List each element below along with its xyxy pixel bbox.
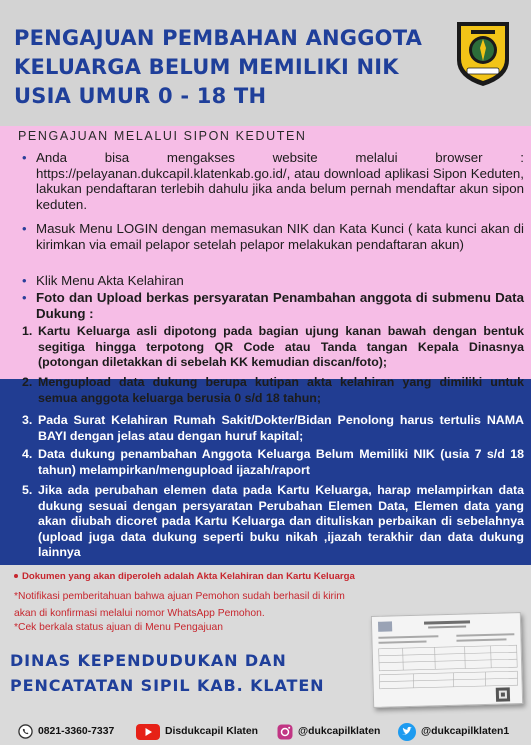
check-status-note: *Cek berkala status ajuan di Menu Pengajuan bbox=[14, 622, 223, 633]
twitter-icon bbox=[398, 723, 416, 741]
youtube-icon bbox=[136, 724, 160, 740]
youtube-contact[interactable]: Disdukcapil Klaten bbox=[136, 724, 258, 740]
title-line-2: KELUARGA BELUM MEMILIKI NIK bbox=[14, 55, 399, 79]
instruction-bullet-1: • Anda bisa mengakses website melalui browser : https://pelayanan.dukcapil.klatenkab.go.id/, atau download aplikasi Sipon Keduten, lakukan pendaftaran terlebih dahulu jika anda belum pernah mendaftar akun sipon keduten. bbox=[22, 150, 524, 212]
documents-note: Dokumen yang akan diperoleh adalah Akta Kelahiran dan Kartu Keluarga bbox=[14, 571, 355, 582]
agency-line-1: DINAS KEPENDUDUKAN DAN bbox=[10, 651, 287, 670]
bullet-dot: • bbox=[22, 150, 27, 165]
agency-line-2: PENCATATAN SIPIL KAB. KLATEN bbox=[10, 676, 325, 695]
instruction-bullet-3: • Klik Menu Akta Kelahiran bbox=[22, 273, 184, 288]
footer-contacts bbox=[0, 718, 531, 745]
instagram-icon bbox=[277, 724, 293, 740]
twitter-contact[interactable]: @dukcapilklaten1 bbox=[398, 723, 509, 741]
section-label: PENGAJUAN MELALUI SIPON KEDUTEN bbox=[18, 129, 307, 143]
bullet-dot: • bbox=[22, 273, 27, 288]
notification-note: *Notifikasi pemberitahuan bahwa ajuan Pemohon sudah berhasil di kirim akan di konfirmasi melalui nomor WhatsApp Pemohon. bbox=[14, 591, 345, 619]
requirement-item: 1. Kartu Keluarga asli dipotong pada bagian ujung kanan bawah dengan bentuk segitiga hingga terpotong QR Code atau Tanda tangan Kepala Dinasnya (potongan diletakkan di sebelah KK kemudian discan/foto); bbox=[22, 324, 524, 369]
title-line-3: USIA UMUR 0 - 18 TH bbox=[14, 84, 267, 108]
agency-name bbox=[10, 648, 324, 698]
instruction-bullet-2: • Masuk Menu LOGIN dengan memasukan NIK dan Kata Kunci ( kata kunci akan di kirimkan via email pelapor setelah pelapor melakukan pendaftaran akun) bbox=[22, 221, 524, 252]
title-line-1: PENGAJUAN PEMBAHAN ANGGOTA bbox=[14, 26, 423, 50]
page-title bbox=[14, 24, 434, 111]
requirement-item: 2. Mengupload data dukung berupa kutipan akta kelahiran yang dimiliki untuk semua anggota keluarga berusia 0 s/d 18 tahun; bbox=[22, 375, 524, 405]
klaten-seal-icon bbox=[453, 20, 513, 88]
whatsapp-contact[interactable]: 0821-3360-7337 bbox=[18, 724, 114, 739]
requirement-item: 5. Jika ada perubahan elemen data pada Kartu Keluarga, harap melampirkan data dukung sesuai dengan persyaratan Perubahan Elemen Data, Elemen data yang akan diubah dicoret pada Kartu Keluarga dan dituliskan perbaikan di sebelahnya (upload juga data dukung seperti buku nikah ,ijazah terakhir dan data dukung lainnya bbox=[22, 483, 524, 559]
instagram-contact[interactable]: @dukcapilklaten bbox=[277, 724, 380, 740]
instruction-bullet-4: • Foto dan Upload berkas persyaratan Penambahan anggota di submenu Data Dukung : bbox=[22, 290, 524, 321]
family-card-image bbox=[371, 612, 523, 708]
red-dot-icon bbox=[14, 574, 18, 578]
bullet-dot: • bbox=[22, 290, 27, 305]
requirement-item: 3. Pada Surat Kelahiran Rumah Sakit/Dokter/Bidan Penolong harus tertulis NAMA BAYI dengan jelas atau dengan huruf kapital; bbox=[22, 413, 524, 443]
requirement-item: 4. Data dukung penambahan Anggota Keluarga Belum Memiliki NIK (usia 7 s/d 18 tahun) melampirkan/mengupload ijazah/raport bbox=[22, 447, 524, 477]
document-sketch-icon bbox=[372, 613, 524, 709]
bullet-dot: • bbox=[22, 221, 27, 236]
whatsapp-icon bbox=[18, 724, 33, 739]
